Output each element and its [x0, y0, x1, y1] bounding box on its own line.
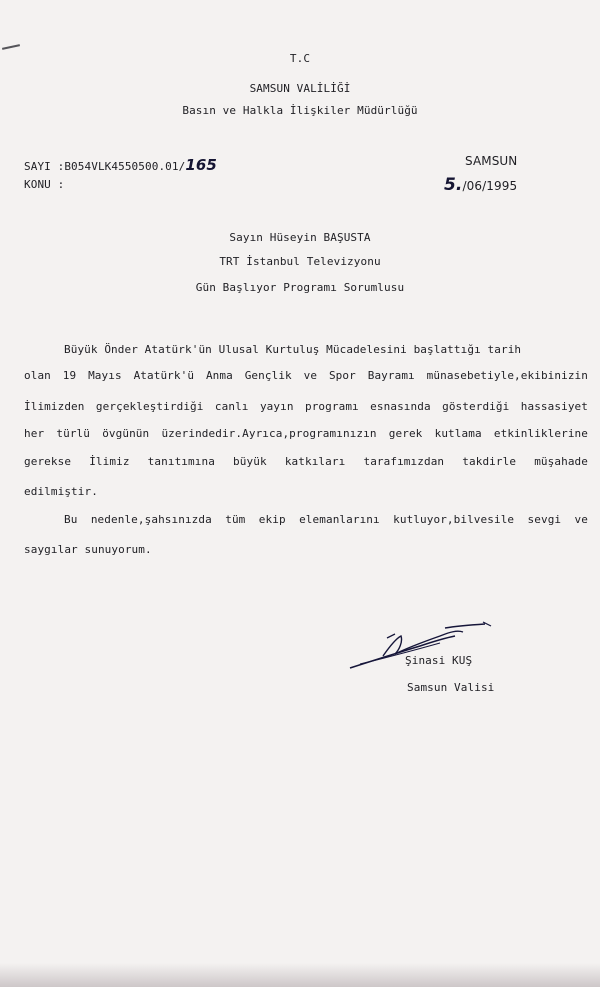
body-line: Bu nedenle,şahsınızda tüm ekip elemanlarını kutluyor,bilvesile sevgi ve — [64, 513, 588, 526]
recipient-role: Gün Başlıyor Programı Sorumlusu — [195, 281, 405, 294]
edge-mark — [2, 44, 20, 50]
header-tc: T.C — [289, 52, 311, 65]
page-bottom-shadow — [0, 963, 600, 987]
date-printed: /06/1995 — [462, 179, 518, 193]
reference-number-handwritten: 165 — [185, 156, 217, 174]
city-name: SAMSUN — [465, 154, 518, 168]
handwritten-signature — [345, 616, 495, 676]
body-line: gerekse İlimiz tanıtımına büyük katkıları tarafımızdan takdirle müşahade — [24, 455, 588, 468]
body-line: edilmiştir. — [24, 485, 98, 498]
header-governorship: SAMSUN VALİLİĞİ — [249, 82, 351, 95]
header-department: Basın ve Halkla İlişkiler Müdürlüğü — [182, 104, 418, 117]
body-line: olan 19 Mayıs Atatürk'ü Anma Gençlik ve Spor Bayramı münasebetiyle,ekibinizin — [24, 369, 588, 382]
date-day-handwritten: 5. — [444, 175, 463, 195]
reference-number — [24, 156, 217, 174]
body-line: Büyük Önder Atatürk'ün Ulusal Kurtuluş Mücadelesini başlattığı tarih — [64, 343, 522, 356]
recipient-name: Sayın Hüseyin BAŞUSTA — [229, 231, 371, 244]
body-line: İlimizden gerçekleştirdiği canlı yayın programı esnasında gösterdiği hassasiyet — [24, 400, 588, 413]
letter-date — [444, 175, 517, 195]
recipient-organization: TRT İstanbul Televizyonu — [219, 255, 381, 268]
reference-number-printed: SAYI :B054VLK4550500.01/ — [24, 160, 186, 173]
body-line: saygılar sunuyorum. — [24, 543, 152, 556]
body-line: her türlü övgünün üzerindedir.Ayrıca,programınızın gerek kutlama etkinliklerine — [24, 427, 588, 440]
signatory-name: Şinasi KUŞ — [405, 654, 473, 667]
subject-label: KONU : — [24, 178, 65, 191]
signatory-title: Samsun Valisi — [407, 681, 495, 694]
